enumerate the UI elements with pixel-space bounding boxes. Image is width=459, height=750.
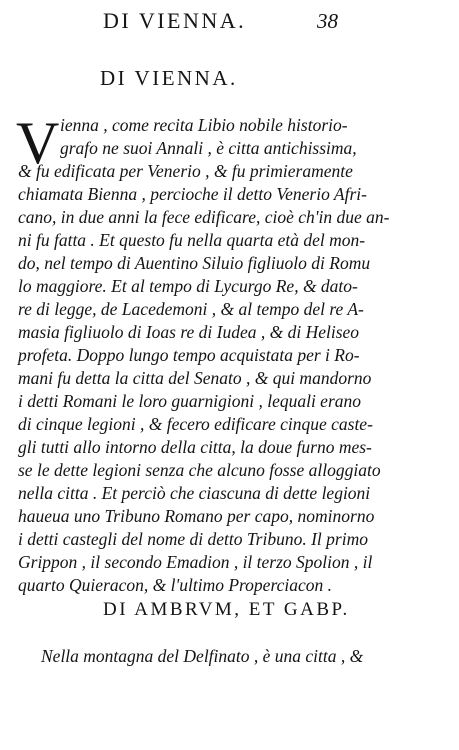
text-line: lo maggiore. Et al tempo di Lycurgo Re, & dato- — [18, 276, 358, 296]
text-line: masia figliuolo di Ioas re di Iudea , & di Heliseo — [18, 322, 360, 342]
text-line: mani fu detta la citta del Senato , & qui mandorno — [18, 368, 372, 388]
text-line: ni fu fatta . Et questo fu nella quarta età del mon- — [18, 230, 366, 250]
text-line: grafo ne suoi Annali , è citta antichissima, — [60, 138, 357, 158]
text-line: se le dette legioni senza che alcuno fosse alloggiato — [18, 460, 381, 480]
text-line: chiamata Bienna , percioche il detto Venerio Afri- — [18, 184, 367, 204]
text-line: re di legge, de Lacedemoni , & al tempo del re A- — [18, 299, 364, 319]
text-line: do, nel tempo di Auentino Siluio figliuolo di Romu — [18, 253, 371, 273]
section-title-ambrum: DI AMBRVM, ET GABP. — [103, 599, 350, 620]
text-line: nella citta . Et perciò che ciascuna di dette legioni — [18, 483, 371, 503]
dropcap-letter: V — [16, 110, 60, 176]
text-line: profeta. Doppo lungo tempo acquistata per i Ro- — [18, 345, 360, 365]
text-line: di cinque legioni , & fecero edificare cinque caste- — [18, 414, 373, 434]
text-line: i detti Romani le loro guarnigioni , lequali erano — [18, 391, 362, 411]
running-head-title: DI VIENNA. — [103, 8, 247, 33]
text-line: quarto Quieracon, & l'ultimo Properciacon . — [18, 575, 333, 595]
text-line: haueua uno Tribuno Romano per capo, nominorno — [18, 506, 375, 526]
text-line-ambrum: Nella montagna del Delfinato , è una citta , & — [41, 646, 364, 666]
text-line: ienna , come recita Libio nobile historio- — [60, 115, 348, 135]
section-title-vienna: DI VIENNA. — [100, 66, 238, 90]
text-line: Grippon , il secondo Emadion , il terzo Spolion , il — [18, 552, 373, 572]
text-line: cano, in due anni la fece edificare, cioè ch'in due an- — [18, 207, 390, 227]
text-line: i detti castegli del nome di detto Tribuno. Il primo — [18, 529, 368, 549]
text-line: gli tutti allo intorno della citta, la doue furno mes- — [18, 437, 372, 457]
text-line: & fu edificata per Venerio , & fu primieramente — [18, 161, 353, 181]
page-number: 38 — [317, 9, 338, 33]
